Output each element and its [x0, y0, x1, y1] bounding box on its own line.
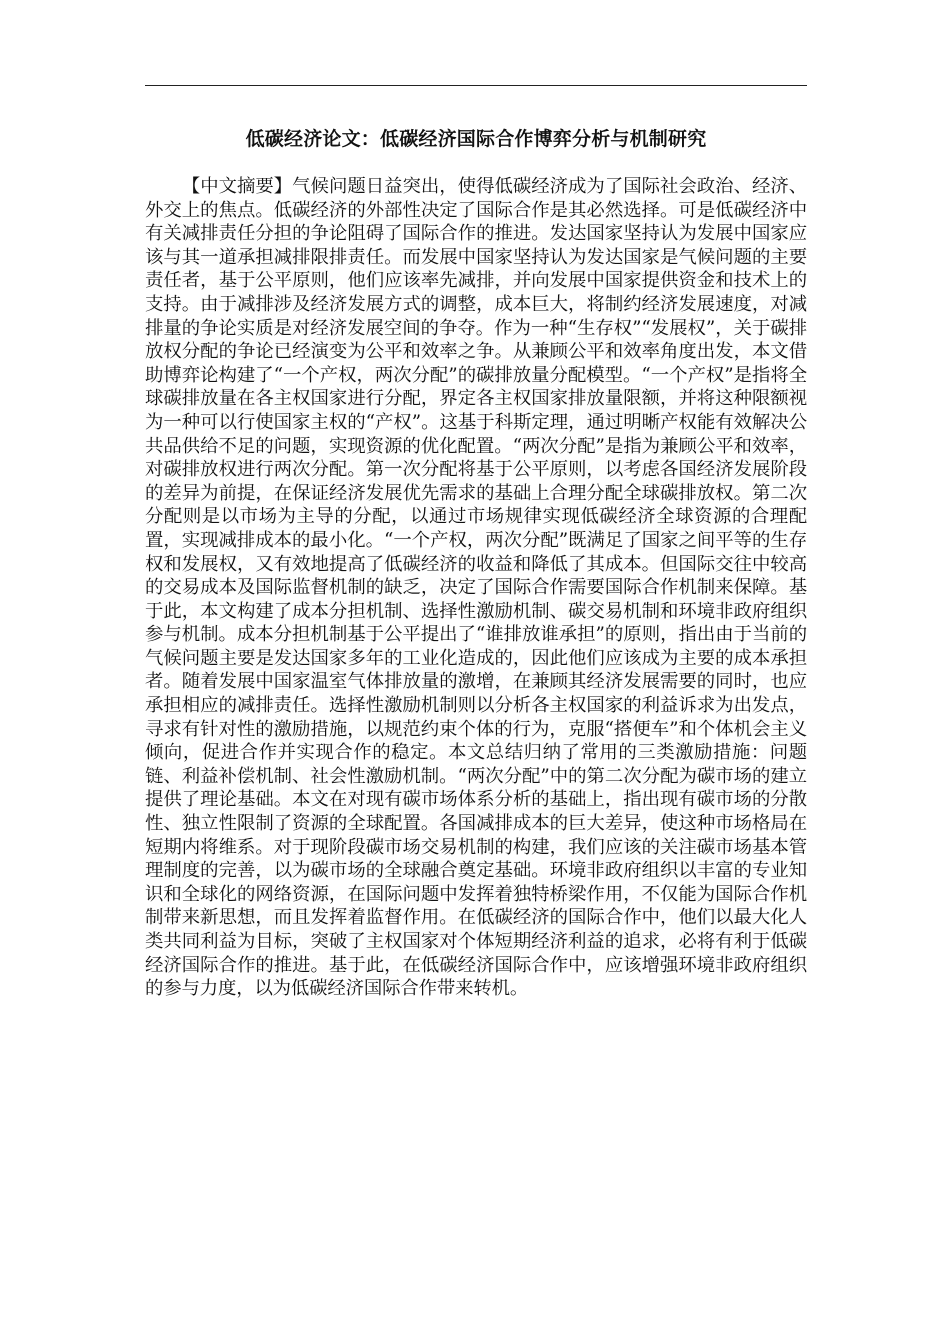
- abstract-text: 气候问题日益突出，使得低碳经济成为了国际社会政治、经济、外交上的焦点。低碳经济的外部性决定了国际合作是其必然选择。可是低碳经济中有关减排责任分担的争论阻碍了国际合作的推进。发达国家坚持认为发展中国家应该与其一道承担减排限排责任。而发展中国家坚持认为发达国家是气候问题的主要责任者，基于公平原则，他们应该率先减排，并向发展中国家提供资金和技术上的支持。由于减排涉及经济发展方式的调整，成本巨大，将制约经济发展速度，对减排量的争论实质是对经济发展空间的争夺。作为一种“生存权”“发展权”，关于碳排放权分配的争论已经演变为公平和效率之争。从兼顾公平和效率角度出发，本文借助博弈论构建了“一个产权，两次分配”的碳排放量分配模型。“一个产权”是指将全球碳排放量在各主权国家进行分配，界定各主权国家排放量限额，并将这种限额视为一种可以行使国家主权的“产权”。这基于科斯定理，通过明晰产权能有效解决公共品供给不足的问题，实现资源的优化配置。“两次分配”是指为兼顾公平和效率，对碳排放权进行两次分配。第一次分配将基于公平原则，以考虑各国经济发展阶段的差异为前提，在保证经济发展优先需求的基础上合理分配全球碳排放权。第二次分配则是以市场为主导的分配，以通过市场规律实现低碳经济全球资源的合理配置，实现减排成本的最小化。“一个产权，两次分配”既满足了国家之间平等的生存权和发展权，又有效地提高了低碳经济的收益和降低了其成本。但国际交往中较高的交易成本及国际监督机制的缺乏，决定了国际合作需要国际合作机制来保障。基于此，本文构建了成本分担机制、选择性激励机制、碳交易机制和环境非政府组织参与机制。成本分担机制基于公平提出了“谁排放谁承担”的原则，指出由于当前的气候问题主要是发达国家多年的工业化造成的，因此他们应该成为主要的成本承担者。随着发展中国家温室气体排放量的激增，在兼顾其经济发展需要的同时，也应承担相应的减排责任。选择性激励机制则以分析各主权国家的利益诉求为出发点，寻求有针对性的激励措施，以规范约束个体的行为，克服“搭便车”和个体机会主义倾向，促进合作并实现合作的稳定。本文总结归纳了常用的三类激励措施：问题链、利益补偿机制、社会性激励机制。“两次分配”中的第二次分配为碳市场的建立提供了理论基础。本文在对现有碳市场体系分析的基础上，指出现有碳市场的分散性、独立性限制了资源的全球配置。各国减排成本的巨大差异，使这种市场格局在短期内将维系。对于现阶段碳市场交易机制的构建，我们应该的关注碳市场基本管理制度的完善，以为碳市场的全球融合奠定基础。环境非政府组织以丰富的专业知识和全球化的网络资源，在国际问题中发挥着独特桥梁作用，不仅能为国际合作机制带来新思想，而且发挥着监督作用。在低碳经济的国际合作中，他们以最大化人类共同利益为目标，突破了主权国家对个体短期经济利益的追求，必将有利于低碳经济国际合作的推进。基于此，在低碳经济国际合作中，应该增强环境非政府组织的参与力度，以为低碳经济国际合作带来转机。: [145, 176, 807, 1000]
- header-rule: [145, 85, 807, 86]
- document-title: 低碳经济论文：低碳经济国际合作博弈分析与机制研究: [245, 128, 707, 150]
- abstract-paragraph: [145, 175, 807, 1001]
- abstract-label: 【中文摘要】: [181, 176, 293, 197]
